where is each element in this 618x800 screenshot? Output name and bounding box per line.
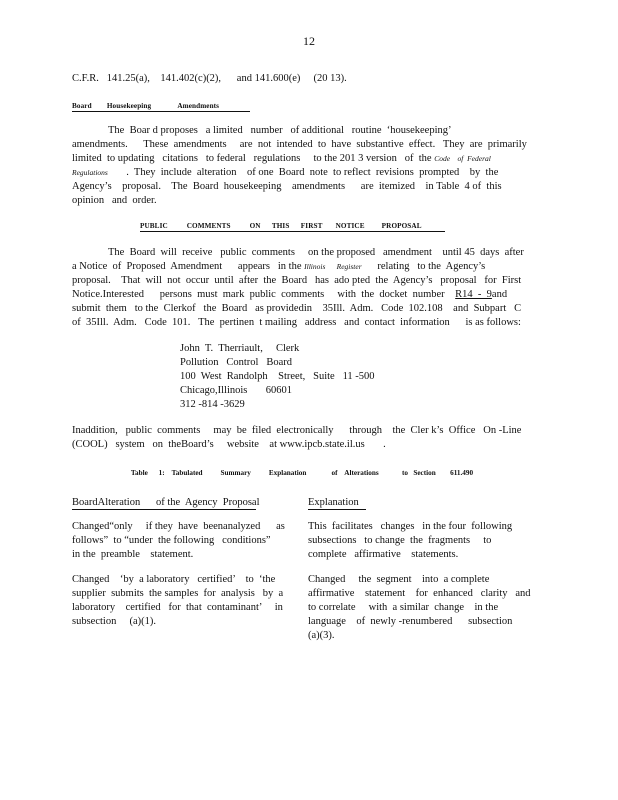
- public-line: The Board will receive public comments on the proposed amendment until 45 days after: [108, 247, 524, 258]
- table-col1-header: BoardAlteration of the Agency Proposal: [72, 497, 260, 508]
- housekeeping-line: Agency’s proposal. The Board housekeeping amendments are itemized in Table 4 of this: [72, 181, 502, 192]
- public-comments-paragraph: [72, 246, 532, 330]
- board-housekeeping-heading: Board Housekeeping Amendments: [72, 102, 250, 112]
- illinois-register-italic: Illinois Register: [304, 262, 362, 271]
- table-row-1-right: [308, 520, 518, 562]
- cell-line: This facilitates changes in the four following: [308, 521, 513, 532]
- public-line: of 35Ill. Adm. Code 101. The pertinen t mailing address and contact information is as follows:: [72, 317, 521, 328]
- cell-line: supplier submits the samples for analysis by a: [72, 588, 284, 599]
- electronic-line: (COOL) system on theBoard’s website at www.ipcb.state.il.us .: [72, 439, 386, 450]
- address-line: Chicago,Illinois 60601: [180, 385, 292, 396]
- cfr-title-italic: Regulations: [72, 168, 108, 177]
- housekeeping-line: amendments. These amendments are not intended to have substantive effect. They are primarily: [72, 139, 527, 150]
- table-col2-header: Explanation: [308, 497, 366, 510]
- cell-line: Changed the segment into a complete: [308, 574, 490, 585]
- cfr-title-italic: Code of Federal: [434, 154, 491, 163]
- cell-line: laboratory certified for that contaminant’ in: [72, 602, 283, 613]
- cell-line: (a)(3).: [308, 630, 335, 641]
- public-line: submit them to the Clerkof the Board as providedin 35Ill. Adm. Code 102.108 and Subpart C: [72, 303, 522, 314]
- cell-line: to correlate with a similar change in the: [308, 602, 499, 613]
- table-row-2-left: [72, 573, 282, 629]
- address-line: Pollution Control Board: [180, 357, 293, 368]
- address-line: John T. Therriault, Clerk: [180, 343, 300, 354]
- docket-number: R14 - 9: [455, 289, 492, 300]
- address-line: 100 West Randolph Street, Suite 11 -500: [180, 371, 375, 382]
- public-comments-heading: PUBLIC COMMENTS ON THIS FIRST NOTICE PROPOSAL: [140, 222, 445, 232]
- public-line: relating to the Agency’s: [361, 261, 486, 272]
- table-row-2-right: [308, 573, 531, 643]
- housekeeping-line: . They include alteration of one Board note to reflect revisions prompted by the: [107, 167, 499, 178]
- cell-line: Changed“only if they have beenanalyzed as: [72, 521, 285, 532]
- public-line: and: [491, 289, 508, 300]
- housekeeping-line: limited to updating citations to federal regulations to the 201 3 version of the: [72, 153, 435, 164]
- housekeeping-line: The Boar d proposes a limited number of additional routine ‘housekeeping’: [108, 125, 452, 136]
- housekeeping-line: opinion and order.: [72, 195, 157, 206]
- cell-line: follows” to “under the following conditions”: [72, 535, 271, 546]
- cell-line: subsection (a)(1).: [72, 616, 156, 627]
- electronic-line: Inaddition, public comments may be filed electronically through the Cler k’s Office On -Line: [72, 425, 522, 436]
- clerk-address-block: [180, 342, 375, 412]
- page-number: 12: [303, 34, 315, 48]
- cell-line: affirmative statement for enhanced clarity and: [308, 588, 531, 599]
- cell-line: language of newly -renumbered subsection: [308, 616, 513, 627]
- public-line: proposal. That will not occur until after the Board has ado pted the Agency’s proposal for First: [72, 275, 522, 286]
- cell-line: subsections to change the fragments to: [308, 535, 492, 546]
- electronic-filing-paragraph: [72, 424, 532, 452]
- public-line: Notice.Interested persons must mark public comments with the docket number: [72, 289, 456, 300]
- table-title: Table 1: Tabulated Summary Explanation of Alterations to Section 611.490: [130, 469, 474, 477]
- housekeeping-paragraph: [72, 124, 532, 208]
- phone-line: 312 -814 -3629: [180, 399, 245, 410]
- public-line: a Notice of Proposed Amendment appears in the: [72, 261, 305, 272]
- cell-line: in the preamble statement.: [72, 549, 194, 560]
- cell-line: Changed ‘by a laboratory certified’ to ‘the: [72, 574, 276, 585]
- cfr-citation-line: C.F.R. 141.25(a), 141.402(c)(2), and 141.600(e) (20 13).: [72, 73, 347, 84]
- table-row-1-left: [72, 520, 285, 562]
- cell-line: complete affirmative statements.: [308, 549, 459, 560]
